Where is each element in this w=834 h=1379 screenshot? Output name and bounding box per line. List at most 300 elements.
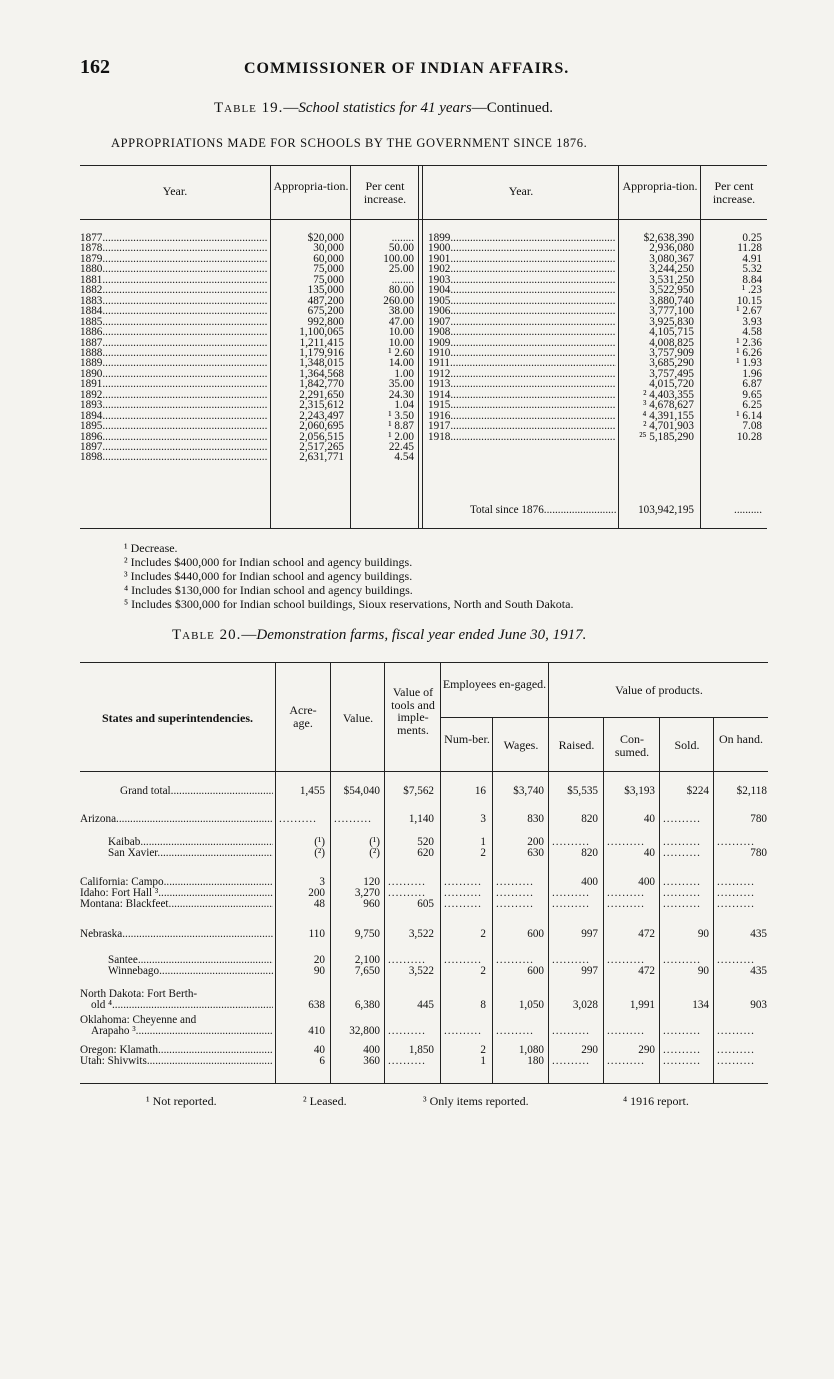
t19-left-year-header: Year. bbox=[162, 184, 188, 198]
t19-year: 1909 bbox=[428, 337, 451, 349]
t19-year: 1914 bbox=[428, 389, 451, 401]
t19-year: 1890 bbox=[80, 368, 103, 380]
t20-cell-acre: 1,455 bbox=[299, 785, 325, 797]
t20-onhand-header: On hand. bbox=[719, 732, 763, 746]
leader-dots bbox=[102, 452, 268, 463]
t19-year-cell bbox=[428, 411, 616, 422]
t19-amount: 1,211,415 bbox=[299, 336, 344, 349]
t20-row-name bbox=[108, 966, 273, 977]
t20-empty-cell: .......... bbox=[279, 814, 317, 825]
t19-year-cell bbox=[428, 285, 616, 296]
t19-year-cell bbox=[80, 327, 268, 338]
t20-cell-acre: 20 bbox=[313, 954, 325, 966]
t19-percent: 100.00 bbox=[383, 252, 414, 265]
t19-year: 1879 bbox=[80, 253, 103, 265]
leader-dots bbox=[450, 327, 616, 338]
t20-empty-cell: .......... bbox=[444, 888, 482, 899]
t20-states-header: States and superintendencies. bbox=[101, 711, 253, 725]
t19-amount: 1,364,568 bbox=[299, 367, 344, 380]
t19-percent: 47.00 bbox=[388, 315, 414, 328]
t19-year: 1891 bbox=[80, 379, 103, 391]
t20-cell-value: $54,040 bbox=[343, 785, 380, 797]
t20-cell-value: 7,650 bbox=[354, 965, 380, 977]
table19-title: Table 19.—School statistics for 41 years—Continued. bbox=[214, 100, 553, 116]
leader-dots bbox=[159, 966, 273, 977]
leader-dots bbox=[102, 306, 268, 317]
t20-cell-acre: 40 bbox=[313, 1044, 325, 1056]
t20-empty-cell: .......... bbox=[552, 1056, 590, 1067]
t20-empty-cell: .......... bbox=[717, 1045, 755, 1056]
t19-percent: ¹ 3.50 bbox=[388, 409, 414, 422]
t20-cell-value: 360 bbox=[363, 1055, 380, 1067]
t19-year: 1912 bbox=[428, 368, 451, 380]
leader-dots bbox=[138, 955, 273, 966]
t20-cell-num: 2 bbox=[480, 1044, 486, 1056]
t19-year: 1905 bbox=[428, 295, 451, 307]
t19-year-cell bbox=[428, 400, 616, 411]
t20-row-name bbox=[108, 955, 273, 966]
t19-amount: 992,800 bbox=[307, 315, 344, 328]
t19-percent: 14.00 bbox=[388, 357, 414, 370]
t19-percent: 10.00 bbox=[388, 336, 414, 349]
t19-percent: ¹ 2.36 bbox=[736, 336, 762, 349]
t19-percent: ¹ 1.93 bbox=[736, 357, 762, 370]
t20-row-name-cont bbox=[91, 1000, 273, 1011]
t20-name-text: old ⁴ bbox=[91, 1000, 112, 1011]
leader-dots bbox=[158, 888, 273, 899]
t20-row-name bbox=[80, 989, 273, 1000]
t20-empty-cell: .......... bbox=[444, 1026, 482, 1037]
t20-cell-value: 32,800 bbox=[349, 1025, 380, 1037]
leader-dots bbox=[102, 296, 268, 307]
t20-cell-onhand: 780 bbox=[750, 813, 767, 825]
t20-cell-acre: 410 bbox=[308, 1025, 325, 1037]
t19-year: 1911 bbox=[428, 358, 450, 370]
t19-year-cell bbox=[80, 275, 268, 286]
t20-name-text: Oregon: Klamath bbox=[80, 1045, 158, 1056]
t20-cell-num: 1 bbox=[480, 836, 486, 848]
leader-dots bbox=[147, 1056, 273, 1067]
t19-amount: 675,200 bbox=[307, 305, 344, 318]
leader-dots bbox=[164, 877, 273, 888]
leader-dots bbox=[450, 338, 616, 349]
leader-dots bbox=[122, 929, 273, 940]
t20-products-header: Value of products. bbox=[615, 683, 703, 697]
t20-cell-acre: 6 bbox=[319, 1055, 325, 1067]
t20-cell-wages: 630 bbox=[527, 847, 544, 859]
leader-dots bbox=[450, 243, 616, 254]
t20-name-text: Nebraska bbox=[80, 929, 123, 940]
t19-year-cell bbox=[428, 390, 616, 401]
t20-cell-raised: 400 bbox=[581, 876, 598, 888]
t20-empty-cell: .......... bbox=[444, 955, 482, 966]
t19-year: 1918 bbox=[428, 431, 451, 443]
t20-cell-value: 3,270 bbox=[354, 887, 380, 899]
t19-year: 1894 bbox=[80, 410, 103, 422]
t19-year: 1899 bbox=[428, 233, 451, 244]
leader-dots bbox=[450, 275, 616, 286]
t19-year: 1906 bbox=[428, 306, 451, 318]
t20-cell-wages: 1,050 bbox=[518, 999, 544, 1011]
t19-amount: 60,000 bbox=[313, 252, 344, 265]
t20-name-text: Winnebago bbox=[108, 966, 160, 977]
t20-empty-cell: .......... bbox=[663, 888, 701, 899]
t20-cell-sold: $224 bbox=[686, 785, 709, 797]
leader-dots bbox=[169, 899, 273, 910]
t19-percent: 4.54 bbox=[394, 451, 414, 464]
t19-amount: 1,179,916 bbox=[299, 346, 344, 359]
t20-empty-cell: .......... bbox=[663, 899, 701, 910]
t19-amount: ²⁵ 5,185,290 bbox=[639, 430, 694, 443]
t20-name-text: Montana: Blackfeet bbox=[80, 899, 169, 910]
t19-footnote: ⁵ Includes $300,000 for Indian school buildings, Sioux reservations, North and South Dakota. bbox=[124, 597, 574, 611]
t19-amount: $20,000 bbox=[307, 232, 344, 244]
t20-name-text: North Dakota: Fort Berth- bbox=[80, 989, 198, 1000]
t20-empty-cell: .......... bbox=[444, 877, 482, 888]
t20-cell-value: 960 bbox=[363, 898, 380, 910]
t19-percent: 50.00 bbox=[388, 242, 414, 255]
t19-year: 1883 bbox=[80, 295, 103, 307]
t19-year-cell bbox=[80, 390, 268, 401]
leader-dots bbox=[450, 400, 616, 411]
t20-row-name-cont bbox=[91, 1026, 273, 1037]
t20-empty-cell: .......... bbox=[388, 955, 426, 966]
t19-amount: 487,200 bbox=[307, 294, 344, 307]
t20-cell-consumed: 400 bbox=[638, 876, 655, 888]
t20-empty-cell: .......... bbox=[388, 877, 426, 888]
t19-amount: 3,080,367 bbox=[649, 252, 694, 265]
table20-title: Table 20.—Demonstration farms, fiscal year ended June 30, 1917. bbox=[172, 627, 587, 643]
t19-amount: 4,015,720 bbox=[649, 378, 694, 391]
t19-amount: 3,880,740 bbox=[649, 294, 694, 307]
t20-empty-cell: .......... bbox=[552, 899, 590, 910]
t19-percent: 1.96 bbox=[742, 367, 762, 380]
t20-name-text: Idaho: Fort Hall ³ bbox=[80, 888, 159, 899]
t19-year-cell bbox=[80, 233, 268, 244]
t20-cell-sold: 90 bbox=[697, 928, 709, 940]
t19-amount: 4,008,825 bbox=[649, 336, 694, 349]
t20-empty-cell: .......... bbox=[334, 814, 372, 825]
t19-amount: 135,000 bbox=[307, 284, 344, 297]
t19-year-cell bbox=[80, 452, 268, 463]
t20-empty-cell: .......... bbox=[496, 955, 534, 966]
leader-dots bbox=[450, 348, 616, 359]
t20-cell-consumed: 1,991 bbox=[629, 999, 655, 1011]
t20-cell-value: 400 bbox=[363, 1044, 380, 1056]
t20-cell-raised: 820 bbox=[581, 813, 598, 825]
t19-year-cell bbox=[80, 400, 268, 411]
t19-year-cell bbox=[80, 264, 268, 275]
leader-dots bbox=[102, 400, 268, 411]
t19-year-cell bbox=[428, 233, 616, 244]
t19-year-cell bbox=[428, 348, 616, 359]
t19-year-cell bbox=[428, 306, 616, 317]
t19-year: 1903 bbox=[428, 274, 451, 286]
t19-year: 1896 bbox=[80, 431, 103, 443]
t19-amount: 2,243,497 bbox=[299, 409, 344, 422]
t19-year: 1882 bbox=[80, 285, 103, 297]
t19-percent: 6.25 bbox=[742, 399, 762, 412]
t20-raised-header: Raised. bbox=[558, 738, 595, 752]
t19-year: 1888 bbox=[80, 347, 103, 359]
t20-consumed-header: Con-sumed. bbox=[614, 732, 650, 759]
t19-amount: 2,291,650 bbox=[299, 388, 344, 401]
t19-year-cell bbox=[80, 432, 268, 443]
leader-dots bbox=[450, 254, 616, 265]
t19-percent: 1.00 bbox=[394, 367, 414, 380]
t20-empty-cell: .......... bbox=[663, 877, 701, 888]
t19-amount: 3,685,290 bbox=[649, 357, 694, 370]
t19-amount: 1,348,015 bbox=[299, 357, 344, 370]
leader-dots bbox=[450, 264, 616, 275]
t19-percent: 35.00 bbox=[388, 378, 414, 391]
t19-year: 1880 bbox=[80, 264, 103, 276]
t19-amount: ⁴ 4,391,155 bbox=[642, 409, 694, 422]
t19-year: 1900 bbox=[428, 243, 451, 255]
t20-name-text: Arizona bbox=[80, 814, 117, 825]
t20-empty-cell: .......... bbox=[496, 877, 534, 888]
t20-row-name bbox=[80, 814, 273, 825]
t19-percent: 3.93 bbox=[742, 315, 762, 328]
leader-dots bbox=[450, 379, 616, 390]
t20-empty-cell: .......... bbox=[663, 848, 701, 859]
leader-dots bbox=[450, 411, 616, 422]
t20-name-text: Oklahoma: Cheyenne and bbox=[80, 1015, 197, 1026]
t20-cell-wages: $3,740 bbox=[513, 785, 544, 797]
t20-cell-consumed: 40 bbox=[643, 813, 655, 825]
t19-percent: 11.28 bbox=[737, 242, 762, 255]
t20-empty-cell: .......... bbox=[607, 955, 645, 966]
t19-year-cell bbox=[428, 243, 616, 254]
t20-name-text: San Xavier bbox=[108, 848, 158, 859]
t20-cell-raised: 820 bbox=[581, 847, 598, 859]
t19-year-cell bbox=[428, 317, 616, 328]
t20-name-text: California: Campo bbox=[80, 877, 164, 888]
t19-percent: 9.65 bbox=[742, 388, 762, 401]
t20-empty-cell: .......... bbox=[717, 877, 755, 888]
t19-year-cell bbox=[428, 358, 616, 369]
leader-dots bbox=[157, 848, 273, 859]
t19-footnote: ¹ Decrease. bbox=[124, 541, 178, 555]
t19-year: 1893 bbox=[80, 400, 103, 412]
leader-dots bbox=[102, 233, 268, 244]
t20-empty-cell: .......... bbox=[607, 1026, 645, 1037]
t20-cell-value: 120 bbox=[363, 876, 380, 888]
t19-year-cell bbox=[428, 379, 616, 390]
t20-cell-num: 8 bbox=[480, 999, 486, 1011]
t20-cell-onhand: 435 bbox=[750, 928, 767, 940]
t19-footnote: ³ Includes $440,000 for Indian school and agency buildings. bbox=[124, 569, 413, 583]
t20-cell-raised: 997 bbox=[581, 928, 598, 940]
t20-cell-tools: 1,850 bbox=[408, 1044, 434, 1056]
t20-empty-cell: .......... bbox=[607, 837, 645, 848]
t19-amount: 1,100,065 bbox=[299, 326, 344, 339]
t20-wages-header: Wages. bbox=[503, 738, 539, 752]
t20-cell-acre: 110 bbox=[308, 928, 325, 940]
t19-percent: 80.00 bbox=[388, 284, 414, 297]
t19-year: 1897 bbox=[80, 442, 103, 453]
running-title: COMMISSIONER OF INDIAN AFFAIRS. bbox=[244, 60, 570, 77]
t20-cell-raised: $5,535 bbox=[567, 785, 598, 797]
t20-empty-cell: .......... bbox=[717, 837, 755, 848]
t19-year: 1907 bbox=[428, 316, 451, 328]
t19-amount: ³ 4,678,627 bbox=[643, 399, 694, 412]
t19-left-percent-header: Per cent increase. bbox=[363, 179, 407, 206]
t19-percent: 260.00 bbox=[383, 294, 414, 307]
t19-percent: 5.32 bbox=[742, 263, 762, 276]
t19-amount: 30,000 bbox=[313, 242, 344, 255]
t20-cell-tools: 1,140 bbox=[408, 813, 434, 825]
t20-empty-cell: .......... bbox=[717, 955, 755, 966]
t19-percent: ........ bbox=[391, 232, 414, 244]
leader-dots bbox=[102, 243, 268, 254]
leader-dots bbox=[102, 317, 268, 328]
t20-cell-num: 2 bbox=[480, 928, 486, 940]
leader-dots bbox=[102, 327, 268, 338]
leader-dots bbox=[136, 1026, 273, 1037]
t20-cell-acre: 638 bbox=[308, 999, 325, 1011]
t19-year: 1904 bbox=[428, 285, 451, 297]
t20-cell-onhand: $2,118 bbox=[736, 785, 767, 797]
t20-cell-num: 3 bbox=[480, 813, 486, 825]
t19-right-year-header: Year. bbox=[508, 184, 534, 198]
t20-cell-tools: 520 bbox=[417, 836, 434, 848]
t20-row-name bbox=[120, 786, 273, 797]
t19-year-cell bbox=[80, 358, 268, 369]
t20-cell-tools: 620 bbox=[417, 847, 434, 859]
leader-dots bbox=[102, 275, 268, 286]
leader-dots bbox=[102, 369, 268, 380]
leader-dots bbox=[450, 358, 616, 369]
t19-year-cell bbox=[428, 254, 616, 265]
t19-total-pct: .......... bbox=[734, 504, 762, 516]
leader-dots bbox=[102, 264, 268, 275]
t20-cell-tools: $7,562 bbox=[403, 785, 434, 797]
t19-footnote: ² Includes $400,000 for Indian school and agency buildings. bbox=[124, 555, 413, 569]
t19-year-cell bbox=[428, 264, 616, 275]
t19-year-cell bbox=[80, 243, 268, 254]
t19-percent: ........ bbox=[391, 273, 414, 286]
t19-percent: ¹ .23 bbox=[741, 284, 762, 297]
t20-cell-wages: 600 bbox=[527, 965, 544, 977]
t20-empty-cell: .......... bbox=[552, 955, 590, 966]
leader-dots bbox=[102, 432, 268, 443]
leader-dots bbox=[102, 254, 268, 265]
t19-year-cell bbox=[80, 379, 268, 390]
t19-percent: 10.28 bbox=[736, 430, 762, 443]
t20-row-name bbox=[80, 877, 273, 888]
t19-amount: 3,925,830 bbox=[649, 315, 694, 328]
t19-year-cell bbox=[428, 369, 616, 380]
t20-row-name bbox=[80, 899, 273, 910]
t20-row-name bbox=[80, 929, 273, 940]
t19-year-cell bbox=[80, 296, 268, 307]
t19-year-cell bbox=[80, 369, 268, 380]
t20-empty-cell: .......... bbox=[663, 955, 701, 966]
t19-amount: 3,244,250 bbox=[649, 263, 694, 276]
t20-cell-consumed: 40 bbox=[643, 847, 655, 859]
t19-amount: 1,842,770 bbox=[299, 378, 344, 391]
t20-empty-cell: .......... bbox=[496, 1026, 534, 1037]
t19-amount: 2,056,515 bbox=[299, 430, 344, 443]
t20-cell-consumed: 472 bbox=[638, 928, 655, 940]
t20-cell-wages: 1,080 bbox=[518, 1044, 544, 1056]
t20-cell-consumed: 472 bbox=[638, 965, 655, 977]
leader-dots bbox=[140, 837, 273, 848]
leader-dots bbox=[102, 285, 268, 296]
t20-sold-header: Sold. bbox=[674, 738, 700, 752]
t19-year-cell bbox=[80, 254, 268, 265]
t20-acreage-header: Acre-age. bbox=[289, 703, 317, 730]
t20-empty-cell: .......... bbox=[444, 899, 482, 910]
t20-cell-raised: 3,028 bbox=[572, 999, 598, 1011]
t20-cell-acre: (¹) bbox=[314, 836, 325, 848]
t20-cell-wages: 600 bbox=[527, 928, 544, 940]
table19-title-italic: School statistics for 41 years bbox=[298, 100, 472, 116]
table19-subtitle: APPROPRIATIONS MADE FOR SCHOOLS BY THE GOVERNMENT SINCE 1876. bbox=[111, 136, 588, 150]
t20-row-name bbox=[80, 1045, 273, 1056]
leader-dots bbox=[102, 358, 268, 369]
t20-row-name bbox=[80, 1056, 273, 1067]
t19-year: 1902 bbox=[428, 264, 451, 276]
leader-dots bbox=[450, 421, 616, 432]
t20-empty-cell: .......... bbox=[552, 837, 590, 848]
leader-dots bbox=[450, 390, 616, 401]
t19-percent: 24.30 bbox=[388, 388, 414, 401]
t19-year: 1917 bbox=[428, 421, 451, 433]
t19-amount: 2,060,695 bbox=[299, 420, 344, 433]
leader-dots bbox=[158, 1045, 273, 1056]
t19-year-cell bbox=[428, 275, 616, 286]
t20-cell-sold: 134 bbox=[692, 999, 709, 1011]
t20-empty-cell: .......... bbox=[496, 888, 534, 899]
t20-cell-acre: 200 bbox=[308, 887, 325, 899]
t20-cell-wages: 830 bbox=[527, 813, 544, 825]
leader-dots bbox=[450, 432, 616, 443]
t19-year: 1889 bbox=[80, 358, 103, 370]
t19-percent: ¹ 2.67 bbox=[736, 305, 762, 318]
t19-year: 1878 bbox=[80, 243, 103, 255]
t19-percent: 10.00 bbox=[388, 326, 414, 339]
t19-percent: 8.84 bbox=[742, 273, 762, 286]
t19-percent: ¹ 2.60 bbox=[388, 346, 414, 359]
leader-dots bbox=[450, 317, 616, 328]
t19-amount: $2,638,390 bbox=[643, 232, 694, 244]
t20-name-text: Santee bbox=[108, 955, 138, 966]
t19-percent: ¹ 6.26 bbox=[736, 346, 762, 359]
t19-year: 1910 bbox=[428, 347, 451, 359]
leader-dots bbox=[102, 442, 268, 453]
t19-year-cell bbox=[80, 421, 268, 432]
leader-dots bbox=[102, 338, 268, 349]
t20-row-name bbox=[80, 1015, 273, 1026]
t19-year: 1892 bbox=[80, 389, 103, 401]
t20-empty-cell: .......... bbox=[388, 1026, 426, 1037]
t20-name-text: Grand total bbox=[120, 786, 171, 797]
leader-dots bbox=[450, 285, 616, 296]
t19-amount: ² 4,701,903 bbox=[643, 420, 694, 433]
t20-name-text: Utah: Shivwits bbox=[80, 1056, 147, 1067]
t20-cell-acre: 48 bbox=[313, 898, 325, 910]
t20-cell-tools: 445 bbox=[417, 999, 434, 1011]
leader-dots bbox=[450, 306, 616, 317]
t20-empty-cell: .......... bbox=[717, 1026, 755, 1037]
t20-employees-header: Employees en-gaged. bbox=[442, 677, 547, 691]
t20-cell-acre: 90 bbox=[313, 965, 325, 977]
t19-amount: 2,631,771 bbox=[299, 451, 344, 464]
t20-name-text: Arapaho ³ bbox=[91, 1026, 136, 1037]
t20-cell-value: 6,380 bbox=[354, 999, 380, 1011]
